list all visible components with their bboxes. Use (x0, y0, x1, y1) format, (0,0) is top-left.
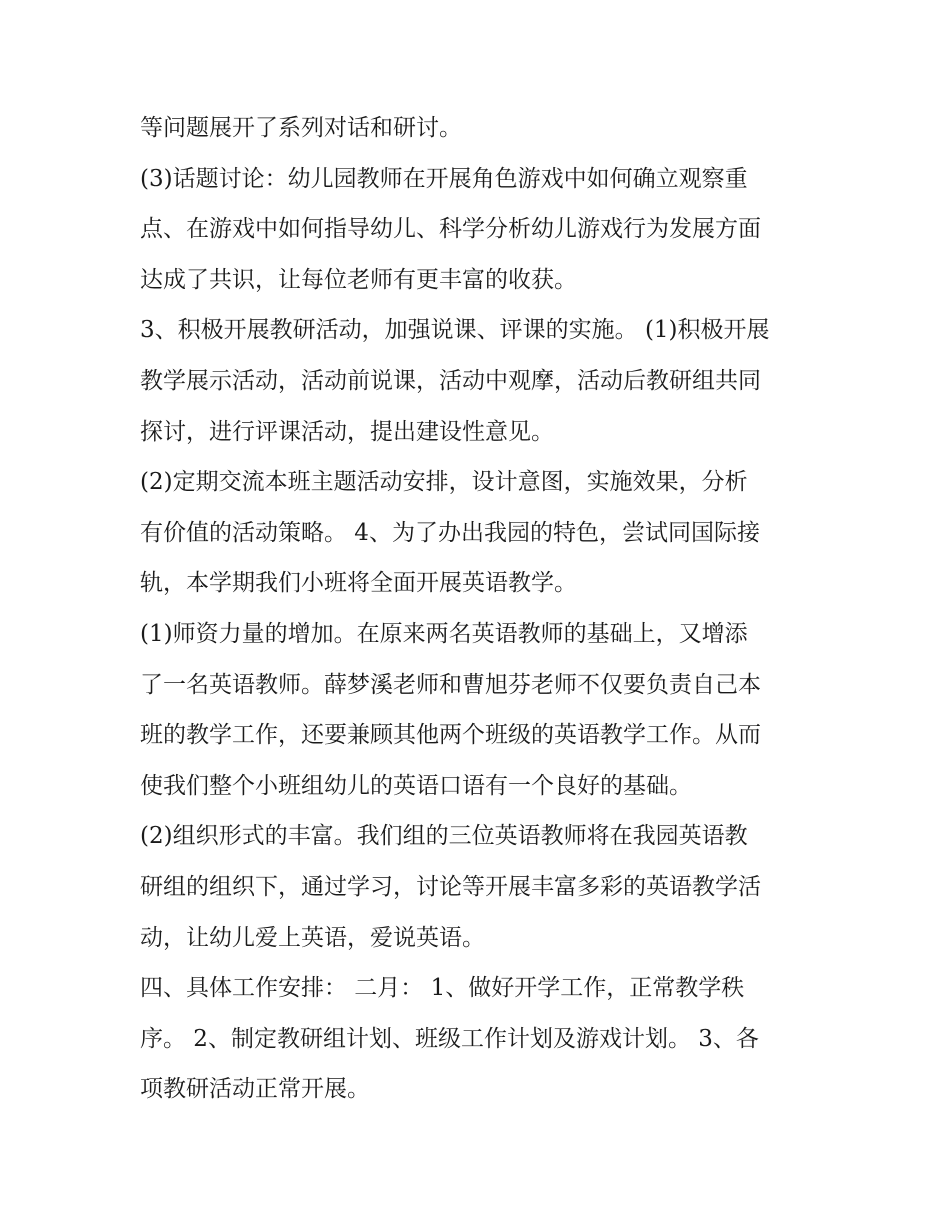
text-line: 使我们整个小班组幼儿的英语口语有一个良好的基础。 (140, 772, 692, 799)
text-line: 班的教学工作，还要兼顾其他两个班级的英语教学工作。从而 (140, 722, 761, 749)
text-line: 四、具体工作安排： 二月： 1、做好开学工作，正常教学秩 (140, 975, 745, 1002)
text-line: (2)组织形式的丰富。我们组的三位英语教师将在我园英语教 (140, 823, 748, 850)
text-line: 序。 2、制定教研组计划、班级工作计划及游戏计划。 3、各 (140, 1025, 759, 1052)
text-line: 了一名英语教师。薛梦溪老师和曹旭芬老师不仅要负责自己本 (140, 671, 761, 698)
text-line: 轨，本学期我们小班将全面开展英语教学。 (140, 570, 577, 597)
text-line: 达成了共识，让每位老师有更丰富的收获。 (140, 266, 577, 293)
text-line: 点、在游戏中如何指导幼儿、科学分析幼儿游戏行为发展方面 (140, 216, 761, 243)
body-text (140, 103, 820, 1115)
text-line: 3、积极开展教研活动，加强说课、评课的实施。 (1)积极开展 (140, 317, 770, 344)
text-line: 项教研活动正常开展。 (140, 1076, 370, 1103)
text-line: (1)师资力量的增加。在原来两名英语教师的基础上，又增添 (140, 620, 748, 647)
text-line: 动，让幼儿爱上英语，爱说英语。 (140, 924, 485, 951)
text-line: 等问题展开了系列对话和研讨。 (140, 115, 462, 141)
text-line: (3)话题讨论：幼儿园教师在开展角色游戏中如何确立观察重 (140, 165, 748, 192)
text-line: 有价值的活动策略。 4、为了办出我园的特色，尝试同国际接 (140, 519, 760, 546)
text-line: 教学展示活动，活动前说课，活动中观摩，活动后教研组共同 (140, 367, 761, 394)
text-line: 探讨，进行评课活动，提出建设性意见。 (140, 418, 554, 445)
text-line: 研组的组织下，通过学习，讨论等开展丰富多彩的英语教学活 (140, 873, 761, 900)
text-line: (2)定期交流本班主题活动安排，设计意图，实施效果，分析 (140, 469, 748, 496)
